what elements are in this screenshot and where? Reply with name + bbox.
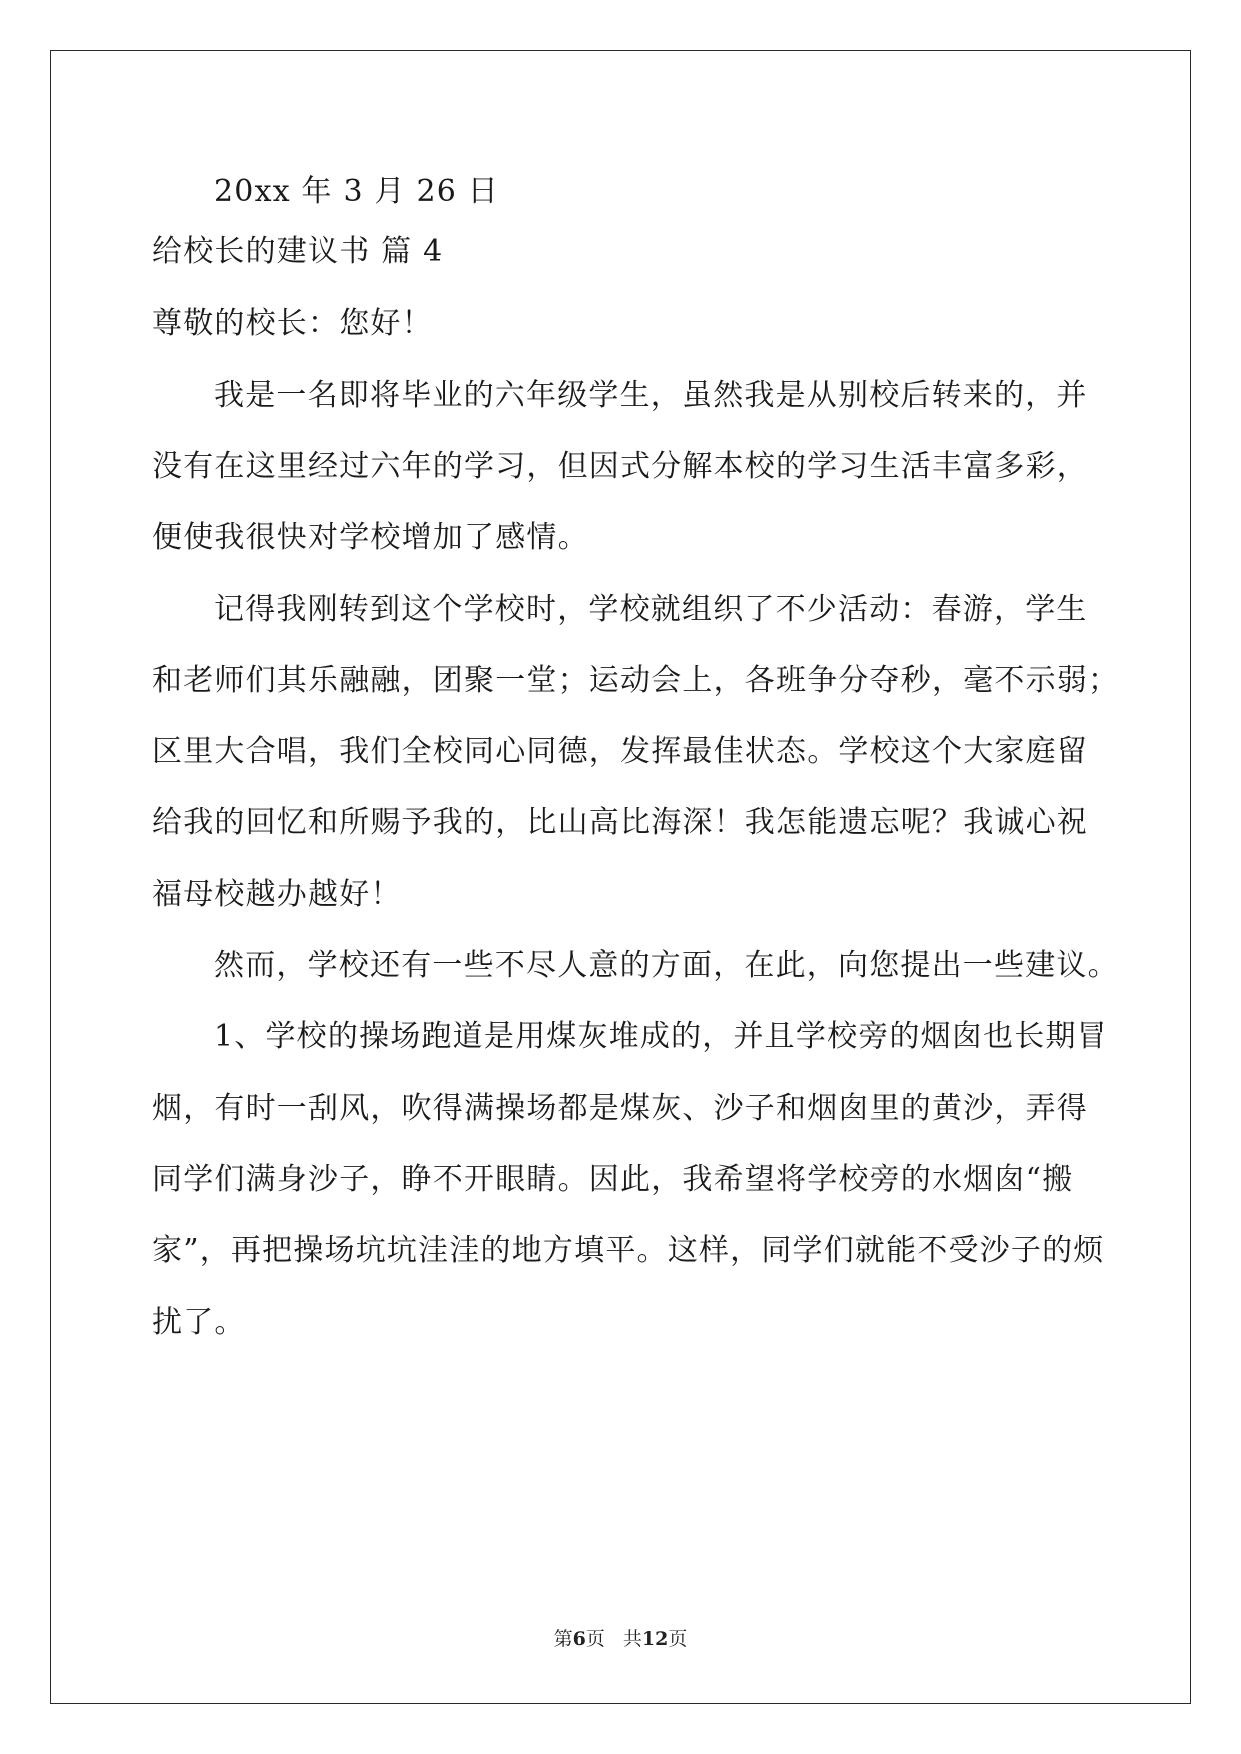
paragraph-line: 烟，有时一刮风，吹得满操场都是煤灰、沙子和烟囱里的黄沙，弄得 [152, 1091, 1088, 1126]
salutation: 尊敬的校长：您好！ [152, 306, 433, 341]
paragraph-line: 家”，再把操场坑坑洼洼的地方填平。这样，同学们就能不受沙子的烦 [152, 1233, 1105, 1268]
paragraph-line: 我是一名即将毕业的六年级学生，虽然我是从别校后转来的，并 [214, 378, 1088, 413]
paragraph-line: 同学们满身沙子，睁不开眼睛。因此，我希望将学校旁的水烟囱“搬 [152, 1162, 1074, 1197]
date-line: 20xx 年 3 月 26 日 [214, 174, 499, 209]
paragraph-line: 扰了。 [152, 1305, 246, 1340]
paragraph-line: 给我的回忆和所赐予我的，比山高比海深！我怎能遗忘呢？我诚心祝 [152, 805, 1088, 840]
paragraph-line: 记得我刚转到这个学校时，学校就组织了不少活动：春游，学生 [214, 592, 1088, 627]
paragraph-line: 和老师们其乐融融，团聚一堂；运动会上，各班争分夺秒，毫不示弱； [152, 663, 1120, 698]
paragraph-line: 1、学校的操场跑道是用煤灰堆成的，并且学校旁的烟囱也长期冒 [214, 1019, 1108, 1054]
paragraph-line: 区里大合唱，我们全校同心同德，发挥最佳状态。学校这个大家庭留 [152, 734, 1088, 769]
page-current: 6 [572, 1628, 586, 1650]
section-title: 给校长的建议书 篇 4 [152, 234, 444, 269]
page-prefix: 第 [553, 1628, 573, 1650]
total-label: 页 [668, 1628, 688, 1650]
paragraph-line: 没有在这里经过六年的学习，但因式分解本校的学习生活丰富多彩， [152, 449, 1088, 484]
paragraph-line: 便使我很快对学校增加了感情。 [152, 520, 589, 555]
paragraph-line: 然而，学校还有一些不尽人意的方面，在此，向您提出一些建议。 [214, 948, 1119, 983]
page-total: 12 [641, 1628, 669, 1650]
page-footer [0, 1627, 1241, 1651]
page-label: 页 [585, 1628, 605, 1650]
paragraph-line: 福母校越办越好！ [152, 877, 402, 912]
total-prefix: 共 [622, 1628, 642, 1650]
